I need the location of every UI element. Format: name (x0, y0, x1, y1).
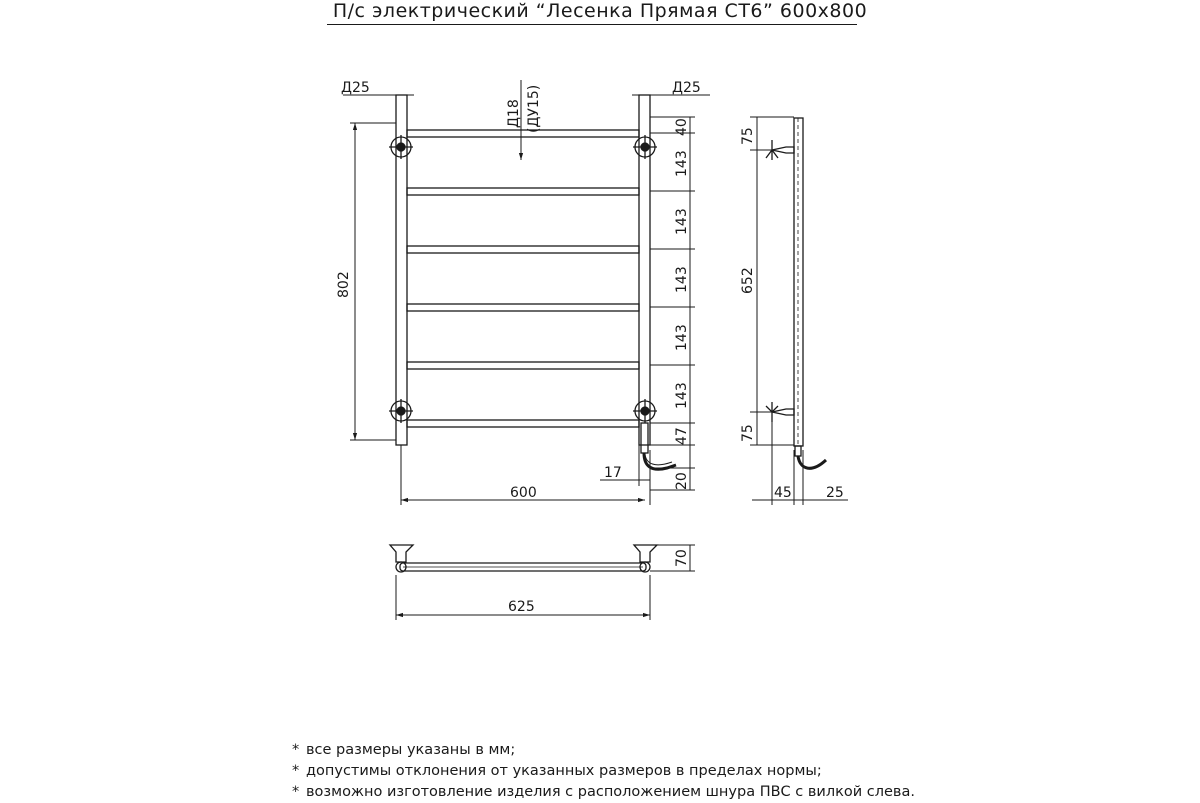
depth-mount-label: 45 (774, 485, 792, 501)
rung (407, 362, 639, 369)
pipe-left-label: Д25 (341, 80, 370, 96)
top-view (390, 545, 695, 620)
mount-top-left (389, 135, 413, 159)
note-item: * возможно изготовление изделия с расположением шнура ПВС с вилкой слева. (292, 782, 915, 803)
note-item: * допустимы отклонения от указанных размеров в пределах нормы; (292, 761, 915, 782)
note-item: * все размеры указаны в мм; (292, 740, 915, 761)
cable-offset-label: 17 (604, 465, 622, 481)
power-cable (644, 453, 676, 469)
bottom-extension-label: 20 (674, 472, 690, 490)
side-power-cable (798, 456, 826, 468)
side-view (750, 117, 848, 505)
spacing-label: 143 (674, 324, 690, 351)
mount-top-label: 75 (740, 127, 756, 145)
rung (407, 130, 639, 137)
front-view (343, 80, 710, 505)
page-title: П/с электрический “Лесенка Прямая СТ6” 600x800 (332, 0, 868, 22)
rung (407, 420, 639, 427)
spacing-label: 143 (674, 266, 690, 293)
note-marker: * (292, 742, 300, 758)
wall-mounts (389, 135, 657, 423)
spacing-label: 143 (674, 208, 690, 235)
spacing-label: 143 (674, 382, 690, 409)
notes (292, 740, 915, 803)
spacing-label: 143 (674, 150, 690, 177)
connection-label-line1: Д18 (506, 99, 522, 128)
spacing-bottom-label: 47 (674, 427, 690, 445)
projection-label: 70 (674, 549, 690, 567)
height-total-label: 802 (336, 271, 352, 298)
top-mount-left (390, 545, 413, 562)
rungs (407, 130, 639, 427)
mount-top-right (633, 135, 657, 159)
mount-bottom-label: 75 (740, 424, 756, 442)
width-label: 600 (510, 485, 537, 501)
rung (407, 246, 639, 253)
rung (407, 304, 639, 311)
total-width-label: 625 (508, 599, 535, 615)
side-pipe (794, 118, 803, 446)
depth-pipe-label: 25 (826, 485, 844, 501)
mount-distance-label: 652 (740, 267, 756, 294)
spacing-top-label: 40 (674, 118, 690, 136)
note-marker: * (292, 784, 300, 800)
rung (407, 188, 639, 195)
heating-element (641, 423, 648, 453)
pipe-right-label: Д25 (672, 80, 701, 96)
top-mount-right (634, 545, 657, 562)
note-marker: * (292, 763, 300, 779)
connection-label-line2: (ДУ15) (526, 84, 542, 133)
